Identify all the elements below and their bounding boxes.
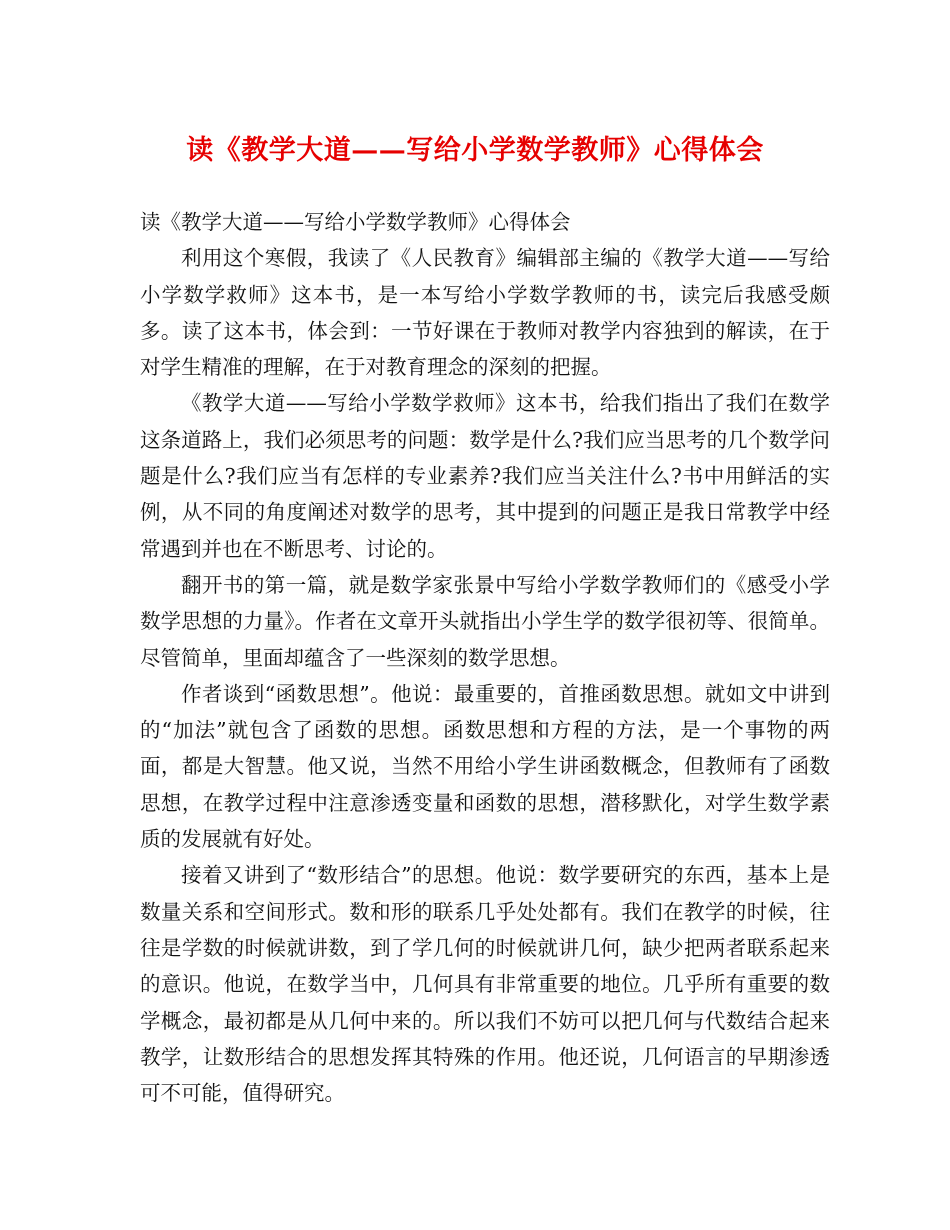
paragraph-1: 利用这个寒假，我读了《人民教育》编辑部主编的《教学大道——写给小学数学救师》这本书，是一本写给小学数学教师的书，读完后我感受颇多。读了这本书，体会到：一节好课在于教师对教学内容独到的解读，在于对学生精准的理解，在于对教育理念的深刻的把握。 <box>140 246 830 380</box>
paragraph-4: 作者谈到“函数思想”。他说：最重要的，首推函数思想。就如文中讲到的“加法”就包含了函数的思想。函数思想和方程的方法，是一个事物的两面，都是大智慧。他又说，当然不用给小学生讲函数概念，但教师有了函数思想，在教学过程中注意渗透变量和函数的思想，潜移默化，对学生数学素质的发展就有好处。 <box>140 681 830 852</box>
document-subtitle: 读《教学大道——写给小学数学教师》心得体会 <box>140 210 571 234</box>
document-title: 读《教学大道——写给小学数学教师》心得体会 <box>186 135 764 166</box>
paragraph-2: 《教学大道——写给小学数学救师》这本书，给我们指出了我们在数学这条道路上，我们必须思考的问题：数学是什么?我们应当思考的几个数学问题是什么?我们应当有怎样的专业素养?我们应当关注什么?书中用鲜活的实例，从不同的角度阐述对数学的思考，其中提到的问题正是我日常教学中经常遇到并也在不断思考、讨论的。 <box>140 391 830 561</box>
document-body <box>140 204 830 1111</box>
paragraph-3: 翻开书的第一篇，就是数学家张景中写给小学数学教师们的《感受小学数学思想的力量》。作者在文章开头就指出小学生学的数学很初等、很简单。尽管简单，里面却蕴含了一些深刻的数学思想。 <box>140 572 830 670</box>
paragraph-5: 接着又讲到了“数形结合”的思想。他说：数学要研究的东西，基本上是数量关系和空间形式。数和形的联系几乎处处都有。我们在教学的时候，往往是学数的时候就讲数，到了学几何的时候就讲几何，缺少把两者联系起来的意识。他说，在数学当中，几何具有非常重要的地位。几乎所有重要的数学概念，最初都是从几何中来的。所以我们不妨可以把几何与代数结合起来教学，让数形结合的思想发挥其特殊的作用。他还说，几何语言的早期渗透可不可能，值得研究。 <box>140 863 830 1106</box>
